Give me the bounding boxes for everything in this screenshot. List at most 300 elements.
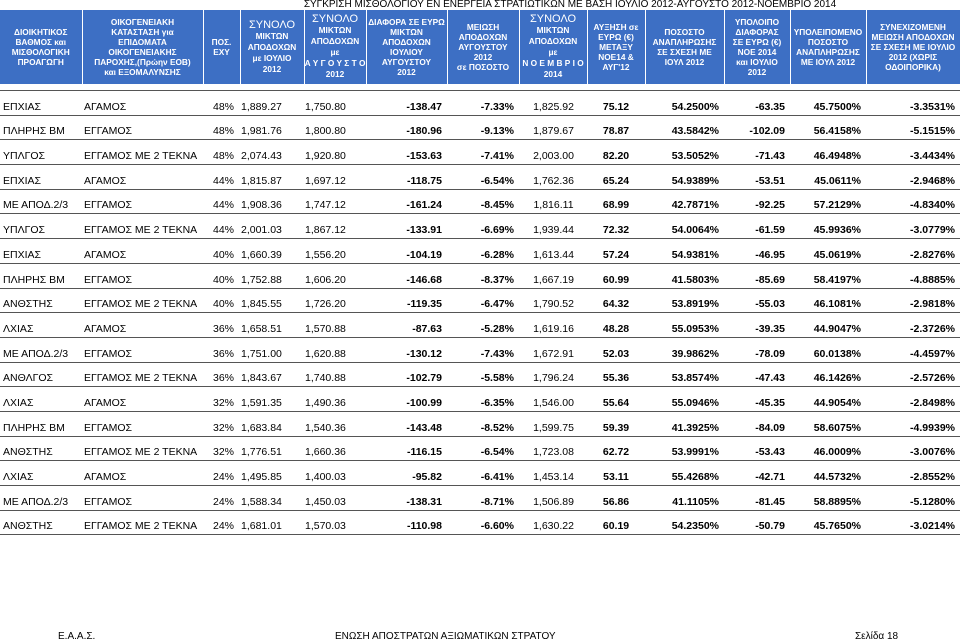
footer-left: Ε.Α.Α.Σ. [58, 631, 96, 642]
table-cell: -4.9939% [866, 411, 960, 436]
table-cell: 1,658.51 [240, 313, 304, 338]
table-row [0, 288, 960, 313]
table-cell: -6.69% [447, 214, 519, 239]
table-cell: -39.35 [724, 313, 790, 338]
column-header-line: ΜΕ ΙΟΥΛ 2012 [800, 57, 856, 67]
table-row [0, 263, 960, 288]
table-cell: 1,450.03 [304, 486, 366, 511]
table-cell: 1,606.20 [304, 263, 366, 288]
column-header-line: με [330, 47, 340, 57]
table-cell: -2.8552% [866, 461, 960, 486]
table-cell: 65.24 [587, 165, 645, 190]
table-cell: 46.0009% [790, 436, 866, 461]
table-cell: 1,495.85 [240, 461, 304, 486]
column-header-12 [790, 10, 866, 84]
table-cell: -138.47 [366, 91, 447, 116]
column-header-line: ΙΟΥΛΙΟΥ [390, 47, 423, 57]
table-cell: 55.0946% [645, 387, 724, 412]
table-cell: -9.13% [447, 115, 519, 140]
table-cell: ΑΝΘΣΤΗΣ [0, 288, 82, 313]
table-cell: 1,843.67 [240, 362, 304, 387]
table-cell: -2.3726% [866, 313, 960, 338]
table-cell: 1,619.16 [519, 313, 587, 338]
table-cell: 41.1105% [645, 486, 724, 511]
table-cell: 1,506.89 [519, 486, 587, 511]
table-cell: ΑΓΑΜΟΣ [82, 461, 203, 486]
table-cell: ΕΠΧΙΑΣ [0, 91, 82, 116]
table-cell: 1,800.80 [304, 115, 366, 140]
column-header-line: ΟΔΟΙΠΟΡΙΚΑ) [885, 62, 941, 72]
column-header-line: ΜΕΙΩΣΗ [466, 22, 500, 32]
table-row [0, 337, 960, 362]
table-cell: 1,570.03 [304, 510, 366, 535]
column-header-line: ΕΧΥ [213, 47, 230, 57]
column-header-line: ΟΙΚΟΓΕΝΕΙΑΚΗ [110, 17, 175, 27]
table-cell: 43.5842% [645, 115, 724, 140]
table-cell: 32% [203, 436, 240, 461]
table-cell: -2.5726% [866, 362, 960, 387]
column-header-line: 2012 [473, 52, 493, 62]
column-header-line: ΚΑΤΑΣΤΑΣΗ για [111, 27, 174, 37]
column-header-line: και ΕΞΟΜΑΛΥΝΣΗΣ [104, 67, 181, 77]
table-cell: 1,697.12 [304, 165, 366, 190]
table-cell: 46.1426% [790, 362, 866, 387]
column-header-line: ΔΙΟΙΚΗΤΙΚΟΣ [14, 27, 68, 37]
table-cell: -138.31 [366, 486, 447, 511]
table-cell: -8.71% [447, 486, 519, 511]
table-cell: 45.0619% [790, 239, 866, 264]
table-cell: 45.0611% [790, 165, 866, 190]
table-cell: ΑΓΑΜΟΣ [82, 313, 203, 338]
table-row [0, 91, 960, 116]
table-cell: 1,790.52 [519, 288, 587, 313]
table-cell: 24% [203, 510, 240, 535]
column-header-10 [645, 10, 724, 84]
table-cell: -84.09 [724, 411, 790, 436]
table-cell: 41.3925% [645, 411, 724, 436]
column-header-line: ΥΠΟΛΟΙΠΟ [734, 17, 780, 27]
table-cell: 56.86 [587, 486, 645, 511]
column-header-line: και ΙΟΥΛΙΟ [736, 57, 778, 67]
table-cell: 1,740.88 [304, 362, 366, 387]
table-cell: -85.69 [724, 263, 790, 288]
table-cell: ΑΓΑΜΟΣ [82, 165, 203, 190]
table-cell: -161.24 [366, 189, 447, 214]
table-cell: 55.64 [587, 387, 645, 412]
table-cell: ΠΛΗΡΗΣ ΒΜ [0, 263, 82, 288]
table-cell: 42.7871% [645, 189, 724, 214]
table-cell: 48% [203, 91, 240, 116]
column-header-line: ΑΥΓ'12 [602, 62, 630, 72]
table-cell: ΠΛΗΡΗΣ ΒΜ [0, 115, 82, 140]
table-cell: -81.45 [724, 486, 790, 511]
table-cell: -143.48 [366, 411, 447, 436]
column-header-line: ΙΟΥΛ 2012 [664, 57, 705, 67]
page-title: ΣΥΓΚΡΙΣΗ ΜΙΣΘΟΛΟΓΙΟΥ ΕΝ ΕΝΕΡΓΕΙΑ ΣΤΡΑΤΙΩΤΙΚΩΝ ΜΕ ΒΑΣΗ ΙΟΥΛΙΟ 2012-ΑΥΓΟΥΣΤΟ 2012-ΝΟΕΜΒΡΙΟ 2014 [303, 0, 837, 10]
table-cell: 44% [203, 165, 240, 190]
table-cell: 1,845.55 [240, 288, 304, 313]
table-cell: 1,879.67 [519, 115, 587, 140]
table-cell: 24% [203, 461, 240, 486]
table-cell: 54.2500% [645, 91, 724, 116]
column-header-line: ΜΕΤΑΞΥ [599, 42, 633, 52]
table-cell: -110.98 [366, 510, 447, 535]
table-cell: ΛΧΙΑΣ [0, 387, 82, 412]
table-cell: 1,570.88 [304, 313, 366, 338]
table-cell: -95.82 [366, 461, 447, 486]
column-header-line: 2012 [325, 69, 345, 79]
table-cell: 45.7500% [790, 91, 866, 116]
table-cell: 1,908.36 [240, 189, 304, 214]
table-cell: 60.99 [587, 263, 645, 288]
column-header-line: ΜΙΚΤΩΝ [536, 25, 570, 35]
column-header-line: ΑΥΞΗΣΗ σε [593, 22, 639, 32]
table-cell: -46.95 [724, 239, 790, 264]
table-cell: 1,588.34 [240, 486, 304, 511]
table-cell: 54.2350% [645, 510, 724, 535]
table-cell: 2,074.43 [240, 140, 304, 165]
table-cell: 1,981.76 [240, 115, 304, 140]
table-cell: -119.35 [366, 288, 447, 313]
table-cell: -6.35% [447, 387, 519, 412]
table-cell: -6.60% [447, 510, 519, 535]
column-header-line: ΠΑΡΟΧΗΣ,(Πρώην ΕΟΒ) [94, 57, 191, 67]
table-cell: -4.8340% [866, 189, 960, 214]
table-cell: 53.9991% [645, 436, 724, 461]
table-cell: 44% [203, 214, 240, 239]
column-header-line: ΣΥΝΕΧΙΖΟΜΕΝΗ [880, 22, 946, 32]
table-cell: 1,490.36 [304, 387, 366, 412]
column-header-line: ΔΙΑΦΟΡΑΣ [735, 27, 779, 37]
table-cell: -63.35 [724, 91, 790, 116]
table-cell: 68.99 [587, 189, 645, 214]
column-header-line: 2012 [397, 67, 416, 77]
column-header-line: ΠΟΣΟΣΤΟ [807, 37, 849, 47]
column-header-line: Ν Ο Ε Μ Β Ρ Ι Ο [522, 58, 584, 68]
table-cell: -92.25 [724, 189, 790, 214]
table-cell: 1,796.24 [519, 362, 587, 387]
column-header-line: ΜΙΚΤΩΝ ΑΠΟΔΟΧΩΝ [382, 27, 431, 47]
table-cell: -2.8498% [866, 387, 960, 412]
table-cell: -61.59 [724, 214, 790, 239]
table-row [0, 436, 960, 461]
table-row [0, 140, 960, 165]
table-cell: 62.72 [587, 436, 645, 461]
table-cell: ΑΓΑΜΟΣ [82, 91, 203, 116]
column-header-13 [866, 10, 960, 84]
table-cell: 1,825.92 [519, 91, 587, 116]
table-cell: ΕΓΓΑΜΟΣ [82, 263, 203, 288]
table-cell: 24% [203, 486, 240, 511]
table-cell: -116.15 [366, 436, 447, 461]
table-cell: -3.4434% [866, 140, 960, 165]
table-cell: 1,723.08 [519, 436, 587, 461]
table-cell: -5.58% [447, 362, 519, 387]
table-cell: 52.03 [587, 337, 645, 362]
table-cell: 48.28 [587, 313, 645, 338]
column-header-line: ΠΟΣ. [211, 37, 232, 47]
table-cell: -6.28% [447, 239, 519, 264]
column-header-line: ΕΥΡΩ (€) [598, 32, 634, 42]
table-cell: 60.0138% [790, 337, 866, 362]
column-header-line: ΣΕ ΕΥΡΩ (€) [732, 37, 782, 47]
table-cell: 56.4158% [790, 115, 866, 140]
column-header-line: ΟΙΚΟΓΕΝΕΙΑΚΗΣ [108, 47, 177, 57]
table-cell: 40% [203, 263, 240, 288]
table-cell: 44% [203, 189, 240, 214]
table-cell: 1,453.14 [519, 461, 587, 486]
table-cell: ΛΧΙΑΣ [0, 461, 82, 486]
table-cell: -153.63 [366, 140, 447, 165]
table-cell: ΑΓΑΜΟΣ [82, 387, 203, 412]
table-cell: -130.12 [366, 337, 447, 362]
table-cell: -6.54% [447, 436, 519, 461]
column-header-line: ΑΝΑΠΛΗΡΩΣΗΣ [796, 47, 860, 57]
column-header-line: σε ΠΟΣΟΣΤΟ [456, 62, 510, 72]
table-cell: ΑΓΑΜΟΣ [82, 239, 203, 264]
table-cell: -8.52% [447, 411, 519, 436]
table-cell: 2,003.00 [519, 140, 587, 165]
table-row [0, 411, 960, 436]
table-cell: 1,630.22 [519, 510, 587, 535]
column-header-line: ΑΥΓΟΥΣΤΟΥ [381, 57, 432, 67]
table-row [0, 387, 960, 412]
table-cell: -45.35 [724, 387, 790, 412]
footer-page-number: Σελίδα 18 [855, 631, 899, 642]
table-cell: 54.9389% [645, 165, 724, 190]
table-cell: ΜΕ ΑΠΟΔ.2/3 [0, 337, 82, 362]
table-cell: 1,747.12 [304, 189, 366, 214]
table-cell: 1,750.80 [304, 91, 366, 116]
table-cell: 60.19 [587, 510, 645, 535]
table-cell: ΜΕ ΑΠΟΔ.2/3 [0, 189, 82, 214]
column-header-line: ΥΠΟΛΕΙΠΟΜΕΝΟ [793, 27, 863, 37]
table-cell: -7.43% [447, 337, 519, 362]
column-header-line: ΝΟΕ 2014 [737, 47, 777, 57]
table-cell: -7.33% [447, 91, 519, 116]
table-cell: 1,667.19 [519, 263, 587, 288]
table-cell: 1,599.75 [519, 411, 587, 436]
table-cell: 1,540.36 [304, 411, 366, 436]
column-header-line: ΑΠΟΔΟΧΩΝ [247, 41, 297, 52]
table-cell: ΑΝΘΛΓΟΣ [0, 362, 82, 387]
table-cell: 1,889.27 [240, 91, 304, 116]
column-header-line: ΣΥΝΟΛΟ [529, 13, 577, 25]
table-cell: -6.54% [447, 165, 519, 190]
table-cell: 1,762.36 [519, 165, 587, 190]
table-cell: -50.79 [724, 510, 790, 535]
table-cell: 1,726.20 [304, 288, 366, 313]
table-cell: ΕΓΓΑΜΟΣ [82, 337, 203, 362]
column-header-1 [0, 10, 82, 84]
table-cell: 44.5732% [790, 461, 866, 486]
table-cell: 36% [203, 362, 240, 387]
table-cell: 1,776.51 [240, 436, 304, 461]
table-cell: ΕΓΓΑΜΟΣ ΜΕ 2 ΤΕΚΝΑ [82, 288, 203, 313]
table-cell: ΕΠΧΙΑΣ [0, 165, 82, 190]
column-header-line: ΣΥΝΟΛΟ [311, 13, 359, 25]
table-cell: 57.2129% [790, 189, 866, 214]
table-cell: 58.4197% [790, 263, 866, 288]
column-header-line: ΔΙΑΦΟΡΑ ΣΕ ΕΥΡΩ [368, 17, 445, 27]
table-row [0, 239, 960, 264]
salary-comparison-table [0, 10, 960, 535]
table-cell: 1,751.00 [240, 337, 304, 362]
column-header-line: ΠΡΟΑΓΩΓΗ [17, 57, 64, 67]
table-cell: -3.3531% [866, 91, 960, 116]
table-row [0, 115, 960, 140]
header-row [0, 10, 960, 84]
table-cell: 39.9862% [645, 337, 724, 362]
column-header-4 [240, 10, 304, 84]
table-cell: 55.36 [587, 362, 645, 387]
table-cell: 46.1081% [790, 288, 866, 313]
table-cell: 44.9047% [790, 313, 866, 338]
table-cell: ΕΓΓΑΜΟΣ ΜΕ 2 ΤΕΚΝΑ [82, 362, 203, 387]
table-cell: 2,001.03 [240, 214, 304, 239]
column-header-line: ΜΙΣΘΟΛΟΓΙΚΗ [11, 47, 70, 57]
table-cell: -5.28% [447, 313, 519, 338]
table-cell: 1,681.01 [240, 510, 304, 535]
table-cell: -47.43 [724, 362, 790, 387]
page-footer [0, 631, 960, 643]
table-cell: 82.20 [587, 140, 645, 165]
table-row [0, 313, 960, 338]
table-cell: 55.0953% [645, 313, 724, 338]
table-cell: 44.9054% [790, 387, 866, 412]
table-cell: ΕΓΓΑΜΟΣ [82, 115, 203, 140]
table-cell: ΕΓΓΑΜΟΣ [82, 411, 203, 436]
table-cell: -102.09 [724, 115, 790, 140]
table-cell: 1,591.35 [240, 387, 304, 412]
table-cell: -8.45% [447, 189, 519, 214]
table-cell: 48% [203, 115, 240, 140]
table-cell: -4.4597% [866, 337, 960, 362]
table-cell: -8.37% [447, 263, 519, 288]
table-cell: 32% [203, 411, 240, 436]
table-cell: 57.24 [587, 239, 645, 264]
column-header-7 [447, 10, 519, 84]
table-cell: 53.8919% [645, 288, 724, 313]
table-cell: -5.1515% [866, 115, 960, 140]
table-cell: 59.39 [587, 411, 645, 436]
column-header-5 [304, 10, 366, 84]
table-cell: -53.43 [724, 436, 790, 461]
table-cell: -133.91 [366, 214, 447, 239]
table-cell: ΠΛΗΡΗΣ ΒΜ [0, 411, 82, 436]
table-cell: -3.0779% [866, 214, 960, 239]
table-cell: -71.43 [724, 140, 790, 165]
table-row [0, 510, 960, 535]
table-cell: ΕΓΓΑΜΟΣ ΜΕ 2 ΤΕΚΝΑ [82, 510, 203, 535]
table-cell: ΕΠΧΙΑΣ [0, 239, 82, 264]
table-cell: 48% [203, 140, 240, 165]
table-cell: -100.99 [366, 387, 447, 412]
table-cell: 32% [203, 387, 240, 412]
table-cell: 64.32 [587, 288, 645, 313]
table-cell: 78.87 [587, 115, 645, 140]
table-cell: -6.41% [447, 461, 519, 486]
column-header-line: με [548, 47, 558, 57]
table-cell: 1,815.87 [240, 165, 304, 190]
column-header-8 [519, 10, 587, 84]
table-cell: 45.7650% [790, 510, 866, 535]
table-cell: 45.9936% [790, 214, 866, 239]
column-header-line: 2012 (ΧΩΡΙΣ [888, 52, 938, 62]
table-cell: 1,816.11 [519, 189, 587, 214]
table-cell: 1,400.03 [304, 461, 366, 486]
table-cell: ΕΓΓΑΜΟΣ ΜΕ 2 ΤΕΚΝΑ [82, 140, 203, 165]
table-cell: 53.8574% [645, 362, 724, 387]
table-cell: ΛΧΙΑΣ [0, 313, 82, 338]
column-header-line: ΣΥΝΟΛΟ [248, 18, 296, 31]
table-cell: -104.19 [366, 239, 447, 264]
table-cell: ΕΓΓΑΜΟΣ ΜΕ 2 ΤΕΚΝΑ [82, 436, 203, 461]
table-row [0, 189, 960, 214]
column-header-line: με ΙΟΥΛΙΟ [252, 52, 292, 63]
table-cell: 1,683.84 [240, 411, 304, 436]
table-cell: -2.8276% [866, 239, 960, 264]
column-header-line: ΝΟΕ14 & [598, 52, 634, 62]
table-row [0, 165, 960, 190]
table-cell: 1,920.80 [304, 140, 366, 165]
table-cell: 41.5803% [645, 263, 724, 288]
table-cell: -78.09 [724, 337, 790, 362]
table-cell: 40% [203, 239, 240, 264]
column-header-line: 2014 [543, 69, 563, 79]
column-header-line: ΜΙΚΤΩΝ [318, 25, 352, 35]
table-body [0, 84, 960, 535]
column-header-line: ΑΠΟΔΟΧΩΝ [528, 36, 578, 46]
footer-center: ΕΝΩΣΗ ΑΠΟΣΤΡΑΤΩΝ ΑΞΙΩΜΑΤΙΚΩΝ ΣΤΡΑΤΟΥ [335, 631, 556, 642]
column-header-line: ΕΠΙΔΟΜΑΤΑ [118, 37, 167, 47]
table-cell: 55.4268% [645, 461, 724, 486]
table-row [0, 362, 960, 387]
table-cell: 1,752.88 [240, 263, 304, 288]
table-cell: -2.9818% [866, 288, 960, 313]
table-cell: -180.96 [366, 115, 447, 140]
table-cell: 53.11 [587, 461, 645, 486]
table-row [0, 486, 960, 511]
table-cell: ΑΝΘΣΤΗΣ [0, 436, 82, 461]
table-cell: -4.8885% [866, 263, 960, 288]
table-cell: 36% [203, 313, 240, 338]
table-cell: -3.0214% [866, 510, 960, 535]
table-cell: -3.0076% [866, 436, 960, 461]
table-cell: ΜΕ ΑΠΟΔ.2/3 [0, 486, 82, 511]
table-cell: ΥΠΛΓΟΣ [0, 140, 82, 165]
table-cell: -102.79 [366, 362, 447, 387]
table-cell: 36% [203, 337, 240, 362]
table-cell: 53.5052% [645, 140, 724, 165]
column-header-line: 2012 [262, 63, 282, 74]
column-header-line: Α Υ Γ Ο Υ Σ Τ Ο [304, 58, 366, 68]
column-header-line: ΑΠΟΔΟΧΩΝ [310, 36, 360, 46]
table-cell: 58.6075% [790, 411, 866, 436]
table-cell: ΕΓΓΑΜΟΣ [82, 486, 203, 511]
column-header-11 [724, 10, 790, 84]
table-cell: 1,867.12 [304, 214, 366, 239]
table-cell: -6.47% [447, 288, 519, 313]
table-cell: ΥΠΛΓΟΣ [0, 214, 82, 239]
table-cell: 1,939.44 [519, 214, 587, 239]
table-cell: 1,546.00 [519, 387, 587, 412]
table-cell: ΕΓΓΑΜΟΣ [82, 189, 203, 214]
column-header-line: ΣΕ ΣΧΕΣΗ ΜΕ [657, 47, 712, 57]
table-cell: 1,613.44 [519, 239, 587, 264]
table-cell: 1,660.36 [304, 436, 366, 461]
column-header-2 [82, 10, 203, 84]
